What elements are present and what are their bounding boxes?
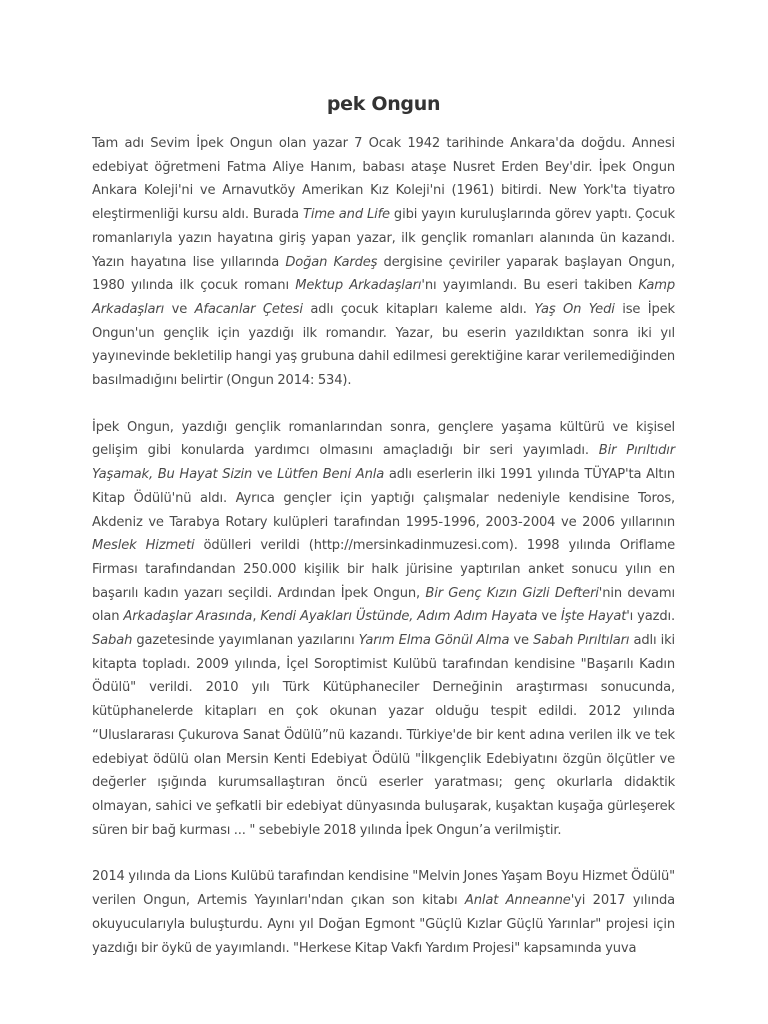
paragraph-text: İpek Ongun, yazdığı gençlik romanlarından sonra, gençlere yaşama kültürü ve kişisel gelişim gibi konularda yardımcı olmasını amaçladığı bir seri yayımladı. — [92, 419, 675, 459]
paragraph-text: gibi yayın kuruluşlarında görev yaptı. Çocuk romanlarıyla yazın hayatına giriş yapan yazar, ilk gençlik romanları alanında ün kazandı. Yazın hayatına lise yıllarında — [92, 207, 675, 270]
paragraph-text: adlı çocuk kitapları kaleme aldı. — [302, 301, 535, 317]
paragraph-text: 'nin devamı olan — [92, 585, 676, 625]
body-paragraph-1 — [92, 132, 675, 393]
paragraph-text: Tam adı Sevim İpek Ongun olan yazar 7 Ocak 1942 tarihinde Ankara'da doğdu. Annesi edebiyat öğretmeni Fatma Aliye Hanım, babası ataşe Nusret Erden Bey'dir. İpek Ongun Ankara Koleji'ni ve Arnavutköy Amerikan Kız Koleji'ni (1961) bitirdi. New York'ta tiyatro eleştirmenliği kursu aldı. Burada — [92, 136, 675, 223]
italic-title-text: Mektup Arkadaşları — [295, 278, 422, 294]
paragraph-text: 2014 yılında da Lions Kulübü tarafından kendisine "Melvin Jones Yaşam Boyu Hizmet Ödülü" verilen Ongun, Artemis Yayınları'ndan çıkan son kitabı — [92, 869, 675, 909]
paragraph-text: adlı eserlerin ilki 1991 yılında TÜYAP'ta Altın Kitap Ödülü'nü aldı. Ayrıca gençler için yaptığı çalışmalar nedeniyle kendisine Toros, Akdeniz ve Tarabya Rotary kulüpleri tarafından 1995-1996, 2003-2004 ve 2006 yıllarının — [92, 467, 675, 530]
italic-title-text: Doğan Kardeş — [285, 254, 378, 270]
paragraph-text: 'yi 2017 yılında okuyucularıyla buluşturdu. Aynı yıl Doğan Egmont "Güçlü Kızlar Güçlü Yarınlar" projesi için yazdığı bir öykü de yayımlandı. "Herkese Kitap Vakfı Yardım Projesi" kapsamında yuva — [92, 893, 676, 956]
paragraph-text: ise İpek Ongun'un gençlik için yazdığı ilk romandır. Yazar, bu eserin yazıldıktan sonra iki yıl yayınevinde bekletilip hangi yaş grubuna dahil edilmesi gerektiğine karar verilemediğinden basılmadığını belirtir (Ongun 2014: 534). — [92, 301, 675, 389]
italic-title-text: İşte Hayat — [560, 609, 627, 625]
document-body — [92, 132, 675, 960]
paragraph-text: gazetesinde yayımlanan yazılarını — [132, 633, 359, 649]
italic-title-text: Anlat Anneanne — [464, 893, 571, 909]
italic-title-text: Bir Genç Kızın Gizli Defteri — [425, 585, 599, 601]
italic-title-text: Afacanlar Çetesi — [194, 301, 303, 317]
document-page — [92, 90, 675, 983]
italic-title-text: Sabah Pırıltıları — [533, 633, 630, 649]
italic-title-text: Kamp Arkadaşları — [92, 278, 675, 317]
paragraph-text: 'ı yazdı. — [626, 609, 676, 625]
italic-title-text: Meslek Hizmeti — [92, 538, 195, 554]
italic-title-text: Sabah — [92, 633, 133, 649]
italic-title-text: Lütfen Beni Anla — [277, 467, 385, 483]
document-title: pek Ongun — [326, 93, 441, 115]
paragraph-text: adlı iki kitapta topladı. 2009 yılında, İçel Soroptimist Kulübü tarafından kendisine "Başarılı Kadın Ödülü" verildi. 2010 yılı Türk Kütüphaneciler Derneğinin araştırması sonucunda, kütüphanelerde kitapları en çok okunan yazar olduğu tespit edildi. 2012 yılında “Uluslararası Çukurova Sanat Ödülü”nü kazandı. Türkiye'de bir kent adına verilen ilk ve tek edebiyat ödülü olan Mersin Kenti Edebiyat Ödülü "İlkgençlik Edebiyatını özgün ölçütler ve değerler ışığında kurumsallaştıran öncü eserler yaratması; genç okurlarla didaktik olmayan, sahici ve şefkatli bir edebiyat dünyasında buluşarak, kuşaktan kuşağa gürleşerek süren bir bağ kurması ... " sebebiyle 2018 yılında İpek Ongun’a verilmiştir. — [92, 633, 676, 838]
italic-title-text: Yarım Elma Gönül Alma — [358, 633, 510, 649]
italic-title-text: Bir Pırıltıdır Yaşamak, Bu Hayat Sizin — [92, 443, 676, 483]
paragraph-text: ve — [537, 609, 561, 625]
paragraph-text: 'nı yayımlandı. Bu eseri takiben — [421, 278, 639, 294]
body-paragraph-2 — [92, 416, 675, 843]
italic-title-text: Time and Life — [302, 207, 390, 223]
paragraph-text: ve — [164, 301, 195, 317]
italic-title-text: Yaş On Yedi — [534, 301, 615, 317]
paragraph-text: dergisine çeviriler yaparak başlayan Ongun, 1980 yılında ilk çocuk romanı — [92, 254, 675, 294]
paragraph-text: , — [252, 609, 261, 625]
italic-title-text: Kendi Ayakları Üstünde, Adım Adım Hayata — [260, 609, 538, 625]
italic-title-text: Arkadaşlar Arasında — [123, 609, 253, 625]
paragraph-text: ve — [509, 633, 534, 649]
paragraph-text: ve — [252, 467, 278, 483]
paragraph-text: ödülleri verildi (http://mersinkadinmuzesi.com). 1998 yılında Oriflame Firması tarafındandan 250.000 kişilik bir halk jürisine yaptırılan anket sonucu yılın en başarılı kadın yazarı seçildi. Ardından İpek Ongun, — [92, 538, 676, 601]
body-paragraph-3 — [92, 865, 675, 960]
